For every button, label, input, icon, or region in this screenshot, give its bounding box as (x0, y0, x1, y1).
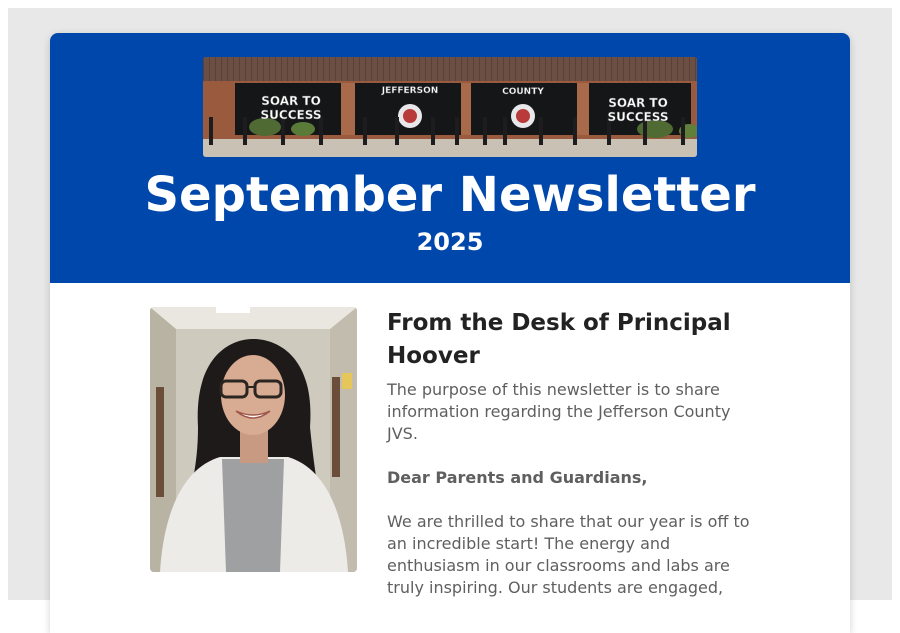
newsletter-year: 2025 (416, 228, 484, 256)
banner-word: JEFFERSON (381, 86, 439, 96)
banner-word: SOAR TO (608, 96, 668, 110)
newsletter-title: September Newsletter (144, 167, 756, 223)
principal-message (387, 307, 762, 599)
banner-word: COUNTY (502, 87, 544, 97)
newsletter-purpose-text: The purpose of this newsletter is to share information regarding the Jefferson County JVS. (387, 380, 731, 443)
banner-word: SUCCESS (260, 108, 322, 122)
newsletter-header (50, 33, 850, 283)
section-heading: From the Desk of Principal Hoover (387, 310, 731, 369)
newsletter-card (50, 33, 850, 633)
greeting-text: Dear Parents and Guardians, (387, 468, 648, 487)
school-building-banner-image (203, 57, 697, 157)
banner-word: SUCCESS (607, 110, 669, 124)
principal-photo (150, 307, 357, 572)
banner-word: SOAR TO (261, 94, 321, 108)
message-body-text: We are thrilled to share that our year is off to an incredible start! The energy and enthusiasm in our classrooms and labs are truly inspiring. Our students are engaged, (387, 512, 750, 597)
